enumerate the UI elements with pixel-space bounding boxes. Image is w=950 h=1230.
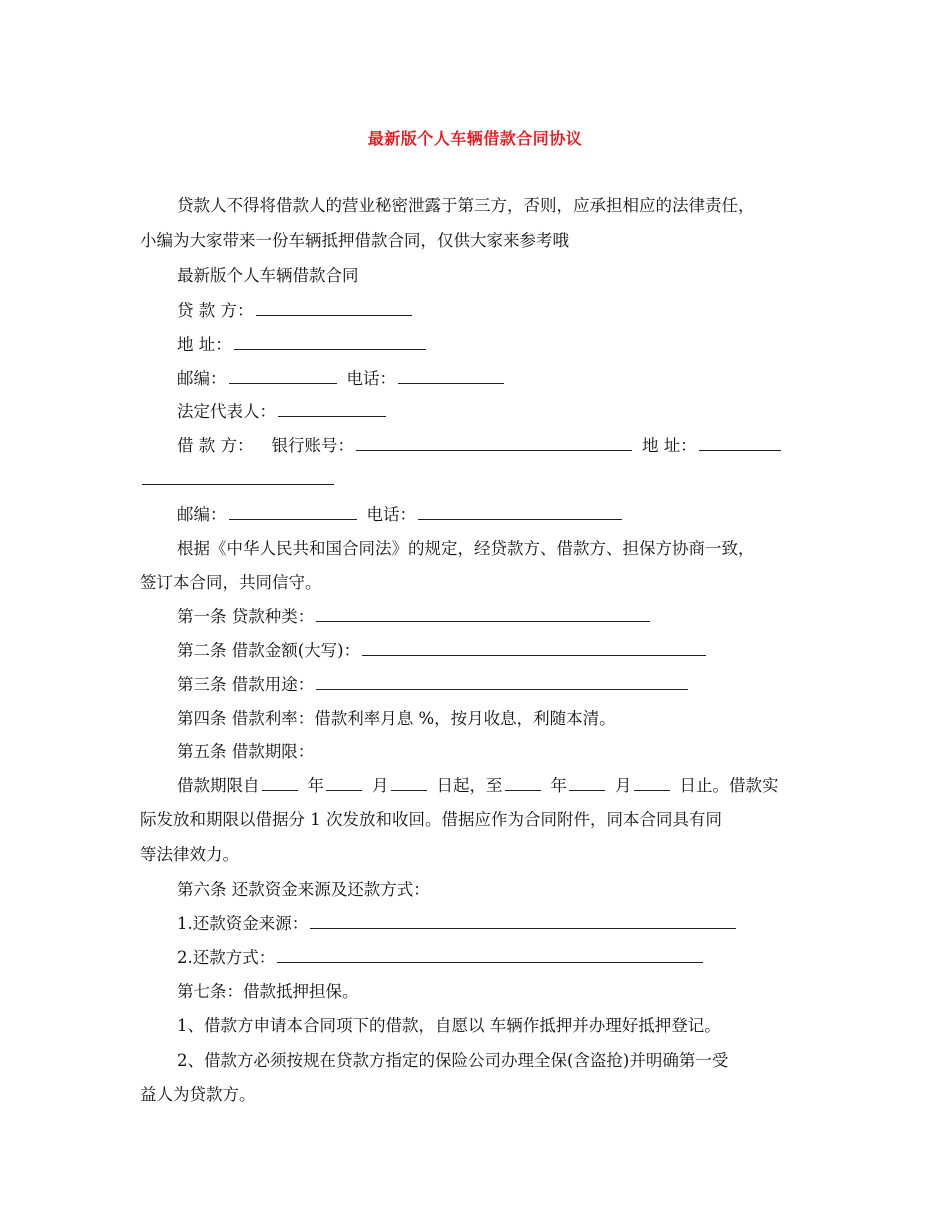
article-4: 第四条 借款利率：借款利率月息 %，按月收息，利随本清。 — [177, 709, 616, 728]
article-2-label: 第二条 借款金额(大写)： — [177, 641, 361, 660]
article-6: 第六条 还款资金来源及还款方式： — [177, 880, 430, 899]
document-title: 最新版个人车辆借款合同协议 — [367, 129, 583, 148]
borrower-address-blank[interactable] — [699, 436, 781, 451]
lender-label: 贷 款 方： — [177, 301, 254, 320]
article-6-1-row — [177, 913, 857, 935]
lender-row — [177, 300, 857, 322]
article-2-blank[interactable] — [362, 641, 706, 656]
legal-rep-label: 法定代表人： — [177, 402, 276, 421]
article-1-label: 第一条 贷款种类： — [177, 607, 315, 626]
loan-term-line-1 — [177, 775, 857, 797]
term-month1-label: 月 — [372, 776, 389, 795]
article-6-2-blank[interactable] — [277, 948, 703, 963]
postcode2-label: 邮编： — [177, 505, 227, 524]
article-6-2-label: 2.还款方式： — [177, 948, 276, 967]
address-blank[interactable] — [234, 335, 426, 350]
phone2-label: 电话： — [366, 505, 416, 524]
address-label: 地 址： — [177, 335, 232, 354]
term-day1-blank[interactable] — [391, 776, 427, 791]
clause-2-line-2: 益人为贷款方。 — [140, 1085, 256, 1104]
article-5: 第五条 借款期限： — [177, 742, 315, 761]
article-3-row — [177, 674, 857, 696]
lender-blank[interactable] — [256, 301, 412, 316]
article-3-blank[interactable] — [316, 675, 688, 690]
borrower-row — [177, 435, 857, 457]
article-1-row — [177, 606, 857, 628]
postcode2-blank[interactable] — [229, 505, 357, 520]
term-day2-label: 日止。借款实 — [679, 776, 779, 795]
phone2-blank[interactable] — [418, 505, 622, 520]
borrower-address-blank-2[interactable] — [142, 470, 334, 485]
article-6-1-label: 1.还款资金来源： — [177, 914, 309, 933]
borrower-address-continued — [140, 469, 820, 491]
term-from-label: 借款期限自 — [177, 776, 260, 795]
article-6-2-row — [177, 947, 857, 969]
article-2-row — [177, 640, 857, 662]
phone-label: 电话： — [346, 369, 396, 388]
postcode-label: 邮编： — [177, 369, 227, 388]
clause-1: 1、借款方申请本合同项下的借款，自愿以 车辆作抵押并办理好抵押登记。 — [177, 1016, 721, 1035]
term-day1-label: 日起，至 — [436, 776, 503, 795]
lender-address-row — [177, 334, 857, 356]
borrower-label: 借 款 方： — [177, 436, 254, 455]
term-year1-label: 年 — [307, 776, 324, 795]
loan-term-line-2: 际发放和期限以借据分 1 次发放和收回。借据应作为合同附件，同本合同具有同 — [140, 810, 722, 829]
intro-line-1: 贷款人不得将借款人的营业秘密泄露于第三方，否则，应承担相应的法律责任， — [177, 196, 755, 215]
borrower-address-label: 地 址： — [642, 436, 697, 455]
article-3-label: 第三条 借款用途： — [177, 675, 315, 694]
postcode-blank[interactable] — [229, 369, 337, 384]
term-month2-blank[interactable] — [569, 776, 605, 791]
basis-line-1: 根据《中华人民共和国合同法》的规定，经贷款方、借款方、担保方协商一致， — [177, 539, 755, 558]
term-month1-blank[interactable] — [326, 776, 362, 791]
basis-line-2: 签订本合同，共同信守。 — [140, 573, 322, 592]
lender-contact-row — [177, 368, 857, 390]
term-year1-blank[interactable] — [262, 776, 298, 791]
phone-blank[interactable] — [398, 369, 504, 384]
legal-rep-blank[interactable] — [278, 402, 386, 417]
article-7: 第七条：借款抵押担保。 — [177, 982, 359, 1001]
legal-rep-row — [177, 401, 857, 423]
term-year2-label: 年 — [550, 776, 567, 795]
bank-account-label: 银行账号： — [271, 436, 354, 455]
clause-2-line-1: 2、借款方必须按规在贷款方指定的保险公司办理全保(含盗抢)并明确第一受 — [177, 1051, 729, 1070]
article-6-1-blank[interactable] — [310, 914, 736, 929]
borrower-contact-row — [177, 504, 857, 526]
intro-line-2: 小编为大家带来一份车辆抵押借款合同，仅供大家来参考哦 — [140, 231, 569, 250]
term-year2-blank[interactable] — [505, 776, 541, 791]
term-day2-blank[interactable] — [634, 776, 670, 791]
loan-term-line-3: 等法律效力。 — [140, 845, 239, 864]
contract-subtitle: 最新版个人车辆借款合同 — [177, 266, 359, 285]
term-month2-label: 月 — [615, 776, 632, 795]
article-1-blank[interactable] — [316, 607, 650, 622]
bank-account-blank[interactable] — [356, 436, 632, 451]
